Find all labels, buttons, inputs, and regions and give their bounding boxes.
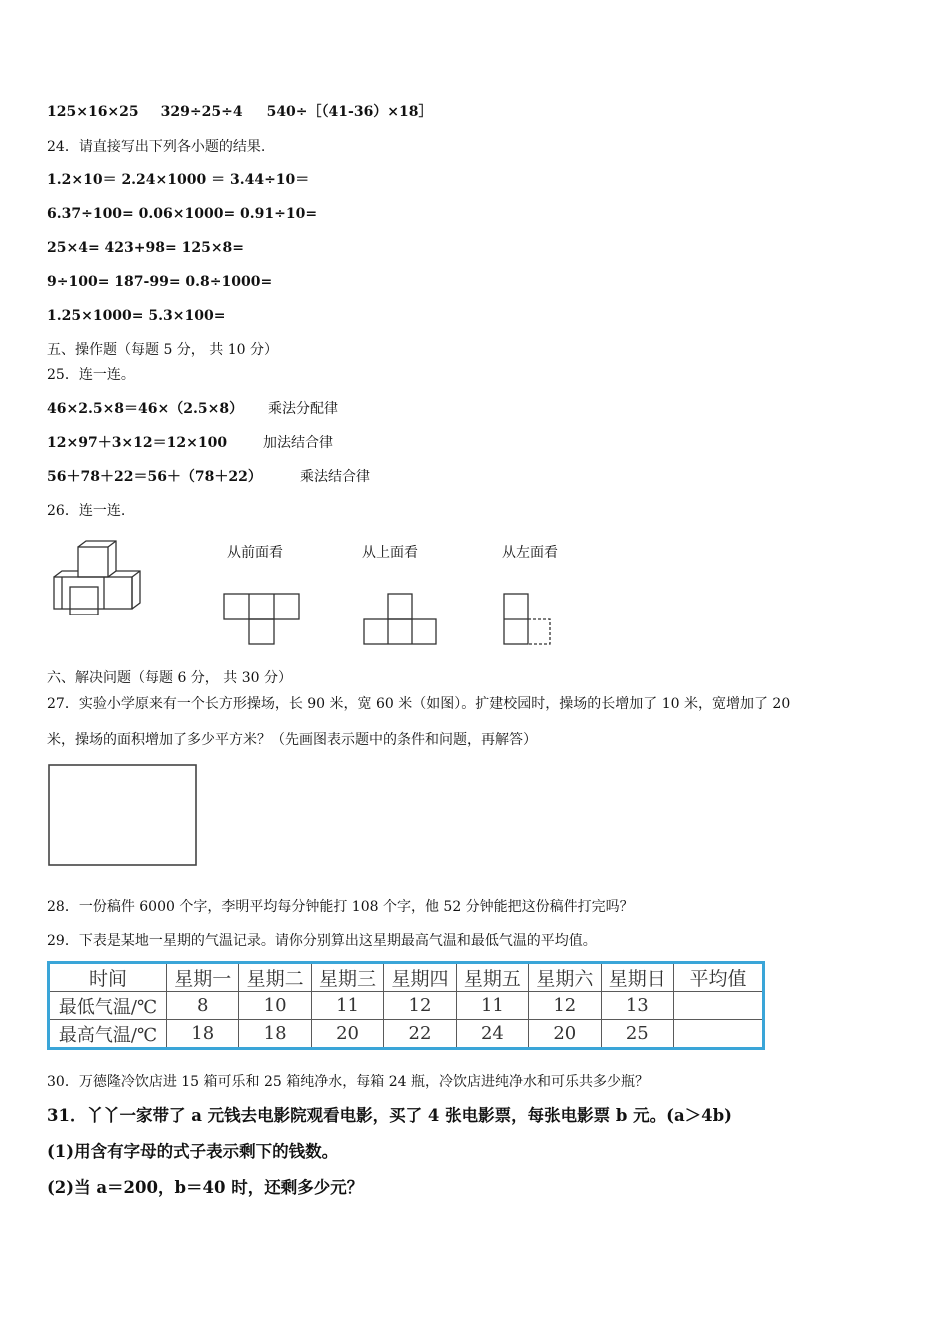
q25-law-3: 乘法结合律 <box>300 469 370 485</box>
q25-expr-3: 56＋78＋22＝56＋（78＋22） <box>47 469 262 485</box>
table-cell: 22 <box>384 1020 456 1049</box>
header-cell: 星期五 <box>456 963 528 992</box>
row-label: 最高气温/℃ <box>49 1020 167 1049</box>
row-label: 最低气温/℃ <box>49 992 167 1020</box>
table-cell: 12 <box>529 992 601 1020</box>
table-cell: 20 <box>311 1020 383 1049</box>
table-cell: 12 <box>384 992 456 1020</box>
q27-line-1: 27．实验小学原来有一个长方形操场，长 90 米，宽 60 米（如图）。扩建校园时，操场的长增加了 10 米，宽增加了 20 <box>47 696 791 712</box>
header-cell: 星期二 <box>239 963 311 992</box>
q24-row-3: 25×4= 423+98= 125×8= <box>47 240 245 256</box>
q28-text: 28．一份稿件 6000 个字，李明平均每分钟能打 108 个字，他 52 分钟能把这份稿件打完吗？ <box>47 899 634 915</box>
view-label-top: 从上面看 <box>362 545 418 561</box>
calc-expr-1: 125×16×25 <box>47 104 139 120</box>
view-shape-top <box>362 592 442 648</box>
q29-title: 29．下表是某地一星期的气温记录。请你分别算出这星期最高气温和最低气温的平均值。 <box>47 933 597 949</box>
header-cell: 平均值 <box>674 963 764 992</box>
q30-text: 30．万德隆冷饮店进 15 箱可乐和 25 箱纯净水，每箱 24 瓶，冷饮店进纯净水和可乐共多少瓶？ <box>47 1074 649 1090</box>
calc-expr-2: 329÷25÷4 <box>160 104 243 120</box>
q31-part-1: (1)用含有字母的式子表示剩下的钱数。 <box>47 1142 339 1161</box>
view-label-left: 从左面看 <box>502 545 558 561</box>
table-cell: 18 <box>167 1020 239 1049</box>
calc-expr-3: 540÷［（41-36）×18］ <box>266 104 433 120</box>
q31-line-1: 31．丫丫一家带了 a 元钱去电影院观看电影，买了 4 张电影票，每张电影票 b 元。(a＞4b) <box>47 1106 732 1125</box>
q25-expr-2: 12×97＋3×12＝12×100 <box>47 435 228 451</box>
table-cell: 24 <box>456 1020 528 1049</box>
table-row-low <box>49 992 764 1020</box>
q24-row-1: 1.2×10＝ 2.24×1000 ＝ 3.44÷10＝ <box>47 172 310 188</box>
cube-solid-figure <box>48 540 158 615</box>
q26-title: 26．连一连. <box>47 503 126 519</box>
q24-title: 24．请直接写出下列各小题的结果. <box>47 139 266 155</box>
header-cell: 星期四 <box>384 963 456 992</box>
temperature-table <box>47 961 765 1050</box>
header-cell: 星期日 <box>601 963 673 992</box>
q25-expr-1: 46×2.5×8＝46×（2.5×8） <box>47 401 244 417</box>
table-cell: 11 <box>311 992 383 1020</box>
table-row-high <box>49 1020 764 1049</box>
view-label-front: 从前面看 <box>227 545 283 561</box>
table-cell: 11 <box>456 992 528 1020</box>
header-cell: 时间 <box>49 963 167 992</box>
q24-row-5: 1.25×1000= 5.3×100= <box>47 308 226 324</box>
avg-cell <box>674 1020 764 1049</box>
calc-line <box>47 103 433 121</box>
table-header-row <box>49 963 764 992</box>
view-shape-front <box>222 592 302 648</box>
table-cell: 25 <box>601 1020 673 1049</box>
q31-part-2: (2)当 a＝200，b＝40 时，还剩多少元？ <box>47 1178 364 1197</box>
table-cell: 8 <box>167 992 239 1020</box>
header-cell: 星期一 <box>167 963 239 992</box>
header-cell: 星期三 <box>311 963 383 992</box>
table-cell: 10 <box>239 992 311 1020</box>
q25-law-1: 乘法分配律 <box>268 401 338 417</box>
section5-heading: 五、操作题（每题 5 分， 共 10 分） <box>47 342 278 358</box>
table-cell: 20 <box>529 1020 601 1049</box>
avg-cell <box>674 992 764 1020</box>
table-cell: 18 <box>239 1020 311 1049</box>
section6-heading: 六、解决问题（每题 6 分， 共 30 分） <box>47 670 292 686</box>
header-cell: 星期六 <box>529 963 601 992</box>
view-shape-left <box>500 592 556 648</box>
q27-field-rectangle <box>46 762 200 868</box>
q24-row-2: 6.37÷100= 0.06×1000= 0.91÷10= <box>47 206 318 222</box>
q27-line-2: 米，操场的面积增加了多少平方米？（先画图表示题中的条件和问题，再解答） <box>47 732 537 748</box>
q24-row-4: 9÷100= 187-99= 0.8÷1000= <box>47 274 273 290</box>
q25-title: 25．连一连。 <box>47 367 135 383</box>
table-cell: 13 <box>601 992 673 1020</box>
q25-law-2: 加法结合律 <box>263 435 333 451</box>
